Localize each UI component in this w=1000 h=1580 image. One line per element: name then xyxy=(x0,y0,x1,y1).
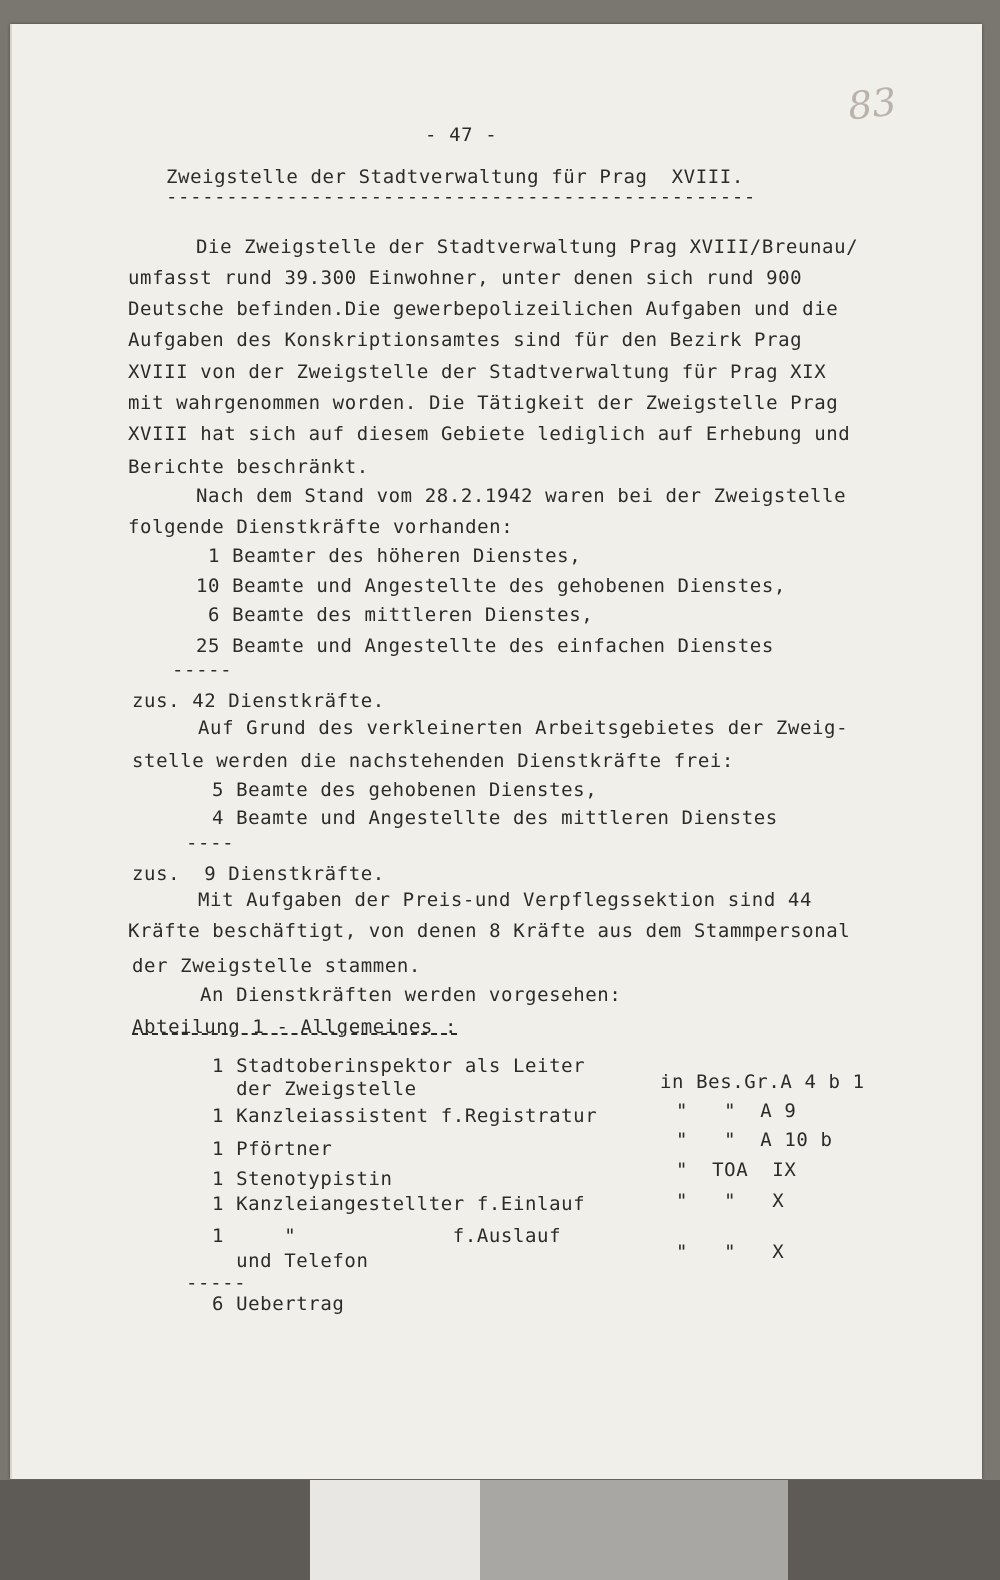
freed-sum-rule: ---- xyxy=(186,832,235,854)
section-row-left: 1 Kanzleiassistent f.Registratur xyxy=(212,1105,598,1127)
page-number: - 47 - xyxy=(425,124,498,146)
carryover-total: 6 Uebertrag xyxy=(212,1293,345,1315)
section-row-left: 1 Pförtner xyxy=(212,1138,333,1160)
staff-sum-rule: ----- xyxy=(172,659,233,681)
paragraph-line: Nach dem Stand vom 28.2.1942 waren bei der Zweigstelle xyxy=(196,485,847,507)
freed-list-item: 5 Beamte des gehobenen Dienstes, xyxy=(212,779,598,801)
section-row-right: in Bes.Gr.A 4 b 1 xyxy=(660,1071,865,1093)
staff-list-item: 25 Beamte und Angestellte des einfachen Dienstes xyxy=(196,635,774,657)
section-row-left: 1 Stadtoberinspektor als Leiter xyxy=(212,1055,586,1077)
paragraph-line: stelle werden die nachstehenden Dienstkräfte frei: xyxy=(132,750,734,772)
staff-list-item: 6 Beamte des mittleren Dienstes, xyxy=(196,604,594,626)
paragraph-line: der Zweigstelle stammen. xyxy=(132,955,421,977)
section-row-left: 1 " f.Auslauf xyxy=(212,1225,562,1247)
paragraph-line: Deutsche befinden.Die gewerbepolizeilichen Aufgaben und die xyxy=(128,298,839,320)
paragraph-line: An Dienstkräften werden vorgesehen: xyxy=(200,984,622,1006)
section-sum-rule: ----- xyxy=(186,1272,247,1294)
paragraph-line: Die Zweigstelle der Stadtverwaltung Prag XVIII/Breunau/ xyxy=(196,236,859,258)
freed-list-item: 4 Beamte und Angestellte des mittleren Dienstes xyxy=(212,807,778,829)
section-row-right: " " X xyxy=(676,1241,785,1263)
paragraph-line: XVIII von der Zweigstelle der Stadtverwaltung für Prag XIX xyxy=(128,361,827,383)
section-row-right: " " A 10 b xyxy=(676,1129,833,1151)
section-row-left: 1 Kanzleiangestellter f.Einlauf xyxy=(212,1193,586,1215)
paragraph-line: Auf Grund des verkleinerten Arbeitsgebietes der Zweig- xyxy=(198,717,849,739)
paragraph-line: Berichte beschränkt. xyxy=(128,456,369,478)
paragraph-line: mit wahrgenommen worden. Die Tätigkeit der Zweigstelle Prag xyxy=(128,392,839,414)
section-row-right: " " A 9 xyxy=(676,1100,797,1122)
page-heading: Zweigstelle der Stadtverwaltung für Prag XVIII. xyxy=(166,166,744,188)
paragraph-line: Aufgaben des Konskriptionsamtes sind für den Bezirk Prag xyxy=(128,329,803,351)
staff-list-item: 10 Beamte und Angestellte des gehobenen Dienstes, xyxy=(196,575,786,597)
staff-list-item: 1 Beamter des höheren Dienstes, xyxy=(196,545,582,567)
section-row-right: " " X xyxy=(676,1190,785,1212)
section-row-right: " TOA IX xyxy=(676,1159,797,1181)
section-row-left: 1 Stenotypistin xyxy=(212,1168,393,1190)
section-heading: Abteilung 1 - Allgemeines : xyxy=(132,1016,458,1038)
paragraph-line: folgende Dienstkräfte vorhanden: xyxy=(128,516,514,538)
paragraph-line: XVIII hat sich auf diesem Gebiete lediglich auf Erhebung und xyxy=(128,423,851,445)
scan-calibration-card xyxy=(310,1480,788,1580)
staff-total: zus. 42 Dienstkräfte. xyxy=(132,690,385,712)
handwritten-page-mark: 83 xyxy=(845,79,899,129)
heading-underline: ------------------------------------------------- xyxy=(166,186,756,208)
paragraph-line: Mit Aufgaben der Preis-und Verpflegssektion sind 44 xyxy=(198,889,812,911)
paragraph-line: Kräfte beschäftigt, von denen 8 Kräfte aus dem Stammpersonal xyxy=(128,920,851,942)
paragraph-line: umfasst rund 39.300 Einwohner, unter denen sich rund 900 xyxy=(128,267,803,289)
scan-gray-patch xyxy=(480,1480,788,1580)
section-row-left-continued: und Telefon xyxy=(212,1250,369,1272)
section-row-left-continued: der Zweigstelle xyxy=(212,1078,417,1100)
freed-total: zus. 9 Dienstkräfte. xyxy=(132,863,385,885)
